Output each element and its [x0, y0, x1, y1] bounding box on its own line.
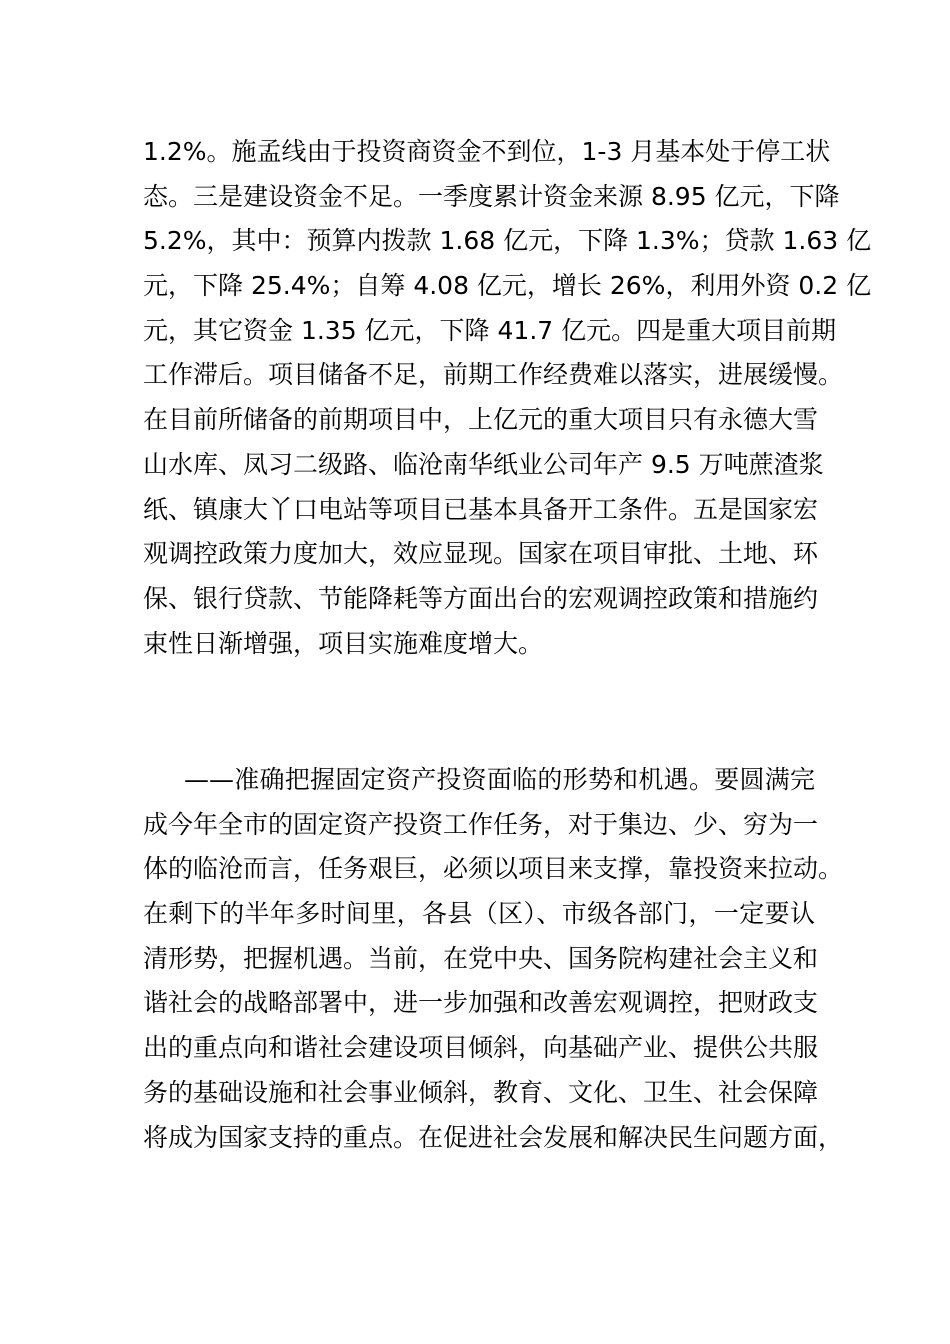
text-line: 保、银行贷款、节能降耗等方面出台的宏观调控政策和措施约 [143, 583, 819, 613]
text-line: 纸、镇康大丫口电站等项目已基本具备开工条件。五是国家宏 [143, 494, 819, 524]
text-line: 成今年全市的固定资产投资工作任务，对于集边、少、穷为一 [143, 809, 819, 839]
text-line: 体的临沧而言，任务艰巨，必须以项目来支撑，靠投资来拉动。 [143, 854, 844, 884]
text-line: 在目前所储备的前期项目中，上亿元的重大项目只有永德大雪 [143, 405, 819, 435]
text-line: 5.2%，其中：预算内拨款 1.68 亿元，下降 1.3%；贷款 1.63 亿 [143, 226, 872, 256]
text-line: 务的基础设施和社会事业倾斜，教育、文化、卫生、社会保障 [143, 1077, 819, 1107]
text-line: 束性日渐增强，项目实施难度增大。 [143, 628, 544, 658]
text-line: 元，其它资金 1.35 亿元，下降 41.7 亿元。四是重大项目前期 [143, 315, 837, 345]
text-line: ——准确把握固定资产投资面临的形势和机遇。要圆满完 [184, 765, 815, 794]
text-line: 工作滞后。项目储备不足，前期工作经费难以落实，进展缓慢。 [143, 360, 844, 390]
text-line: 在剩下的半年多时间里，各县（区）、市级各部门，一定要认 [143, 899, 815, 929]
paragraph-1 [143, 130, 872, 666]
text-line: 1.2%。施孟线由于投资商资金不到位，1-3 月基本处于停工状 [143, 137, 831, 166]
text-line: 谐社会的战略部署中，进一步加强和改善宏观调控，把财政支 [143, 988, 819, 1018]
text-line: 山水库、凤习二级路、临沧南华纸业公司年产 9.5 万吨蔗渣浆 [143, 449, 824, 479]
text-line: 态。三是建设资金不足。一季度累计资金来源 8.95 亿元，下降 [143, 181, 840, 211]
text-line: 观调控政策力度加大，效应显现。国家在项目审批、土地、环 [143, 539, 819, 569]
text-line: 清形势，把握机遇。当前，在党中央、国务院构建社会主义和 [143, 943, 819, 973]
text-line: 元，下降 25.4%；自筹 4.08 亿元，增长 26%，利用外资 0.2 亿 [143, 271, 872, 301]
text-line: 出的重点向和谐社会建设项目倾斜，向基础产业、提供公共服 [143, 1033, 819, 1063]
text-line: 将成为国家支持的重点。在促进社会发展和解决民生问题方面， [143, 1122, 844, 1152]
paragraph-2 [143, 758, 844, 1160]
